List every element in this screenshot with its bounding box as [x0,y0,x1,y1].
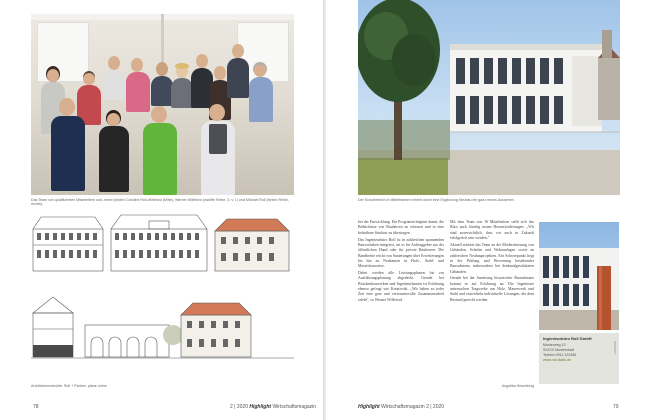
issue-number: 2 | 2020 [426,404,445,410]
facade-elevation-1 [33,217,103,271]
box-photo-credit: Angelika Hirschberg [501,384,534,388]
logo-text: Wirtschaftsmagazin [381,404,425,410]
paragraph: Das Ingenieurbüro Roll ist in zahlreichen spannenden Bauvorhaben integriert, sei es für Auftraggeber aus der öffentlichen Hand oder für private Bauherren. Die Bandbreite reicht von Sanierungen über Erweiterungen bis hin zu Neubauten in Holz-, Stahl- und Massivbauweise. [358,237,444,269]
windows-2 [115,233,199,258]
article-column-1 [358,220,444,400]
magazine-logo: Highlight Wirtschaftsmagazin [358,404,425,410]
paragraph: Dabei werden alle Leistungsphasen bis zur Ausführungsplanung abgedeckt. Gerade bei Brückenbauwerken und Ingenieurbauten ist Erfahrung ebenso gefragt wie Kreativität. „Wir haben zu jeder Zeit eine gute und vertrauensvolle Zusammenarbeit erlebt", so Werner Willeford. [358,271,444,302]
ad-label: ANZEIGE [613,341,617,355]
facade-elevation-2 [111,215,207,271]
issue-number: 2 | 2020 [230,404,248,410]
address-line: Telefon 0911 123456 [543,353,577,357]
section-drawing-2 [85,325,183,357]
window-decor [37,22,89,82]
elevation-drawings-svg [31,205,294,381]
drawings-caption: Architekturentwürfe: Roll + Partner, plans: keine [31,384,108,388]
company-info-box [539,333,619,384]
left-page [0,0,324,420]
school-building-photo [358,0,620,195]
paragraph: Gerade bei der Sanierung historischer Bausubstanz kommt es auf Erfahrung an. Die Ingenieure untersuchen Tragwerke aus Holz, Mauerwerk und Stahl und entwickeln individuelle Lösungen, die dem Bestand gerecht werden. [450,276,534,302]
page-number-left: 78 [33,404,39,410]
architecture-drawings [31,205,294,381]
building-scene-svg [358,0,620,195]
team-photo [31,14,294,195]
building-detail-photo [539,222,619,330]
detail-photo-svg [539,222,619,330]
company-name: Ingenieurbüro Roll GmbH [543,336,592,341]
paragraph: Aktuell arbeitet das Team an der Modernisierung von Gebäuden, Schulen und Wohnanlagen sowie an zahlreichen Neubauprojekten. Ein Schwerpunkt liegt in der Prüfung und Bewertung bestehender Bausubstanz, insbesondere bei denkmalgeschützten Gebäuden. [450,242,534,274]
footer-issue-left [230,404,316,410]
windows-1 [37,233,97,258]
building-photo-caption: Der Schulbereich in Mittelfranken erhielt durch eine Ergänzung Neubau ein ganz neues Aussehen. [358,198,515,202]
facade-elevation-4 [181,303,251,357]
paragraph: bei der Entwicklung. Ein Programm beginnt damit, die Bedürfnisse von Bauherren zu erfassen und in eine belastbare Struktur zu übertragen. [358,220,444,235]
company-website-link[interactable]: www.roll-statik.de [543,358,571,362]
page-number-right: 79 [613,404,619,410]
paragraph: Mit dem Team von 16 Mitarbeitern stellt sich das Büro auch künftig neuen Herausforderungen. „Wir sind zuversichtlich, dass wir auch in Zukunft erfolgreich sein werden." [450,220,534,241]
address-line: Musterweg 12 [543,343,566,347]
section-drawing-1 [33,297,73,357]
right-page [326,0,650,420]
facade-elevation-3 [215,219,289,271]
magazine-logo: Highlight Wirtschaftsmagazin [249,404,317,410]
photo-caption: Das Team von qualifizierten Mitarbeitern und -innen (hinten Caroline Roll-Willeford (Mitte), Werner Willeford (zwölfte Reihe, 3. v. l.) und Michael Roll (hinten Reihe, rechts). [31,198,289,207]
footer-issue-right [358,404,444,410]
article-column-2 [450,220,534,400]
address-line: 91XXX Musterstadt [543,348,574,352]
logo-text: Wirtschaftsmagazin [272,404,317,410]
